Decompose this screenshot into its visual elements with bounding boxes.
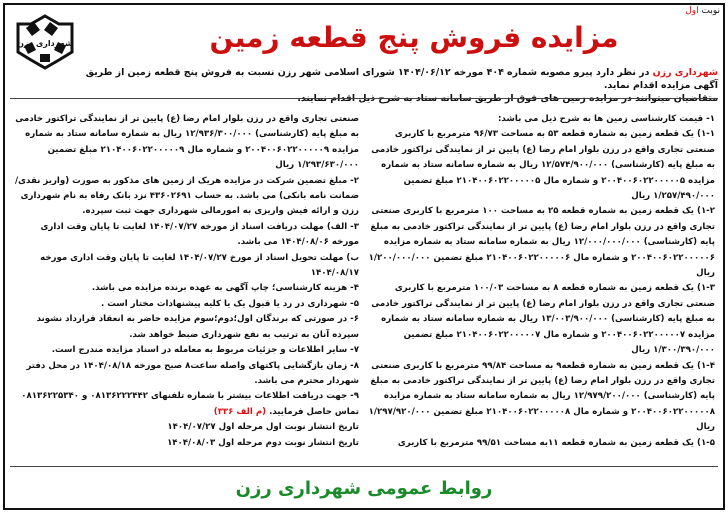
clause: تاریخ انتشار نوبت دوم مرحله اول ۱۴۰۴/۰۸/۰۳ [167, 437, 359, 448]
clause: ۳- الف) مهلت دریافت اسناد از مورخه ۱۴۰۴/۰۷/۲۷ لغایت تا پایان وقت اداری مورخه ۱۴۰۴/۰۸/۰۶ می باشد. [40, 221, 359, 248]
clause: صنعتی تجاری واقع در رزن بلوار امام رضا (ع) پایین تر از نمایندگی تراکتور خادمی به مبلغ پایه (کارشناسی) ۱۲/۹۳۶/۳۰۰/۰۰۰ ریال به شماره سامانه ستاد به شماره مزایده ۲۰۰۴۰۰۶۰۲۲۰۰۰۰۰۹ و شماره مال ۲۱۰۴۰۰۶۰۲۲۰۰۰۰۰۹ مبلغ تضمین ۱/۲۹۳/۶۳۰/۰۰۰ ریال [15, 114, 359, 171]
clause: تاریخ انتشار نوبت اول مرحله اول ۱۴۰۴/۰۷/۲۷ [167, 422, 359, 433]
clause: ۴- هزینه کارشناسی؛ چاپ آگهی به عهده برنده مزایده می باشد. [91, 283, 359, 294]
clause: ۷- سایر اطلاعات و جزئیات مربوط به معامله در اسناد مزایده مندرج است. [51, 345, 359, 356]
clause: ۱-۵) یک قطعه زمین به شماره قطعه ۱۱به مساحت ۹۹/۵۱ مترمربع با کاربری [397, 437, 715, 448]
clause: ۱- قیمت کارشناسی زمین ها به شرح ذیل می باشد: [498, 114, 715, 124]
intro-paragraph: شهرداری رزن در نظر دارد پیرو مصوبه شماره ۴۰۴ مورخه ۱۴۰۴/۰۶/۱۲ شورای اسلامی شهر رزن نسبت به فروش پنج قطعه زمین از طریق آگهی مزایده اقدام نماید. متقاضیان میتوانند در مزایده زمین های فوق از طریق سامانه ستاد به شرح ذیل اقدام نمایند. [85, 67, 718, 104]
footer-signature: روابط عمومی شهرداری رزن [235, 478, 493, 499]
publication-round: نوبت اول [685, 6, 720, 16]
logo-caption: شهرداری رزن [17, 39, 73, 48]
clause: ۱-۴) یک قطعه زمین به شماره قطعه۹ به مساحت ۹۹/۸۴ مترمربع با کاربری صنعتی تجاری واقع در رزن بلوار امام رضا (ع) پایین تر از نمایندگی تراکتور خادمی به مبلغ پایه (کارشناسی) ۱۲/۹۷۹/۲۰۰/۰۰۰ ریال به شماره سامانه ستاد به شماره مزایده ۲۰۰۴۰۰۶۰۲۲۰۰۰۰۰۸ و شماره مال ۲۱۰۴۰۰۶۰۲۲۰۰۰۰۰۸ مبلغ تضمین ۱/۲۹۷/۹۲۰/۰۰۰ ریال [368, 360, 715, 433]
clause: ب) مهلت تحویل اسناد از مورخ ۱۴۰۴/۰۷/۲۷ لغایت تا پایان وقت اداری مورخه ۱۴۰۴/۰۸/۱۷ [40, 252, 359, 279]
divider [10, 98, 718, 99]
ad-code: (م الف ۳۳۶) [213, 406, 267, 417]
footer-divider [10, 466, 718, 467]
clause: ۲- مبلغ تضمین شرکت در مزایده هریک از زمین های مذکور به صورت (واریز نقدی/ضمانت نامه بانکی) می باشد. به حساب ۴۳۶۰۲۶۹۱ نزد بانک رفاه به نام شهرداری رزن و ارائه فیش واریزی به امورمالی شهرداری جهت ثبت سپرده. [15, 175, 359, 217]
ad-title: مزایده فروش پنج قطعه زمین [209, 21, 619, 54]
left-column [14, 112, 359, 462]
clause: ۸- زمان بازگشایی پاکتهای واصله ساعت۸ صبح مورخه ۱۴۰۴/۰۸/۱۸ در محل دفتر شهردار محترم می باشد. [26, 360, 359, 386]
clause: ۱-۱) یک قطعه زمین به شماره قطعه ۵۳ به مساحت ۹۶/۷۳ مترمربع با کاربری صنعتی تجاری واقع در رزن بلوار امام رضا (ع) پایین تر از نمایندگی تراکتور خادمی به مبلغ پایه (کارشناسی) ۱۲/۵۷۴/۹۰۰/۰۰۰ ریال به شماره سامانه ستاد به شماره مزایده ۲۰۰۴۰۰۶۰۲۲۰۰۰۰۰۵ و شماره مال ۲۱۰۴۰۰۶۰۲۲۰۰۰۰۰۵ مبلغ تضمین ۱/۲۵۷/۴۹۰/۰۰۰ ریال [371, 129, 715, 202]
clause: ۵- شهرداری در رد یا قبول یک یا کلیه پیشنهادات مختار است . [100, 298, 359, 309]
clause: ۹- جهت دریافت اطلاعات بیشتر با شماره تلفنهای ۰۸۱۳۶۲۲۲۴۴۲ و ۰۸۱۳۶۲۲۵۳۴۰ تماس حاصل فرمایید. (م الف ۳۳۶) [21, 391, 359, 417]
clause: ۱-۳) یک قطعه زمین به شماره قطعه ۸ به مساحت ۱۰۰/۰۳ مترمربع با کاربری صنعتی تجاری واقع در رزن بلوار امام رضا (ع) پایین تر از نمایندگی تراکتور خادمی به مبلغ پایه (کارشناسی) ۱۳/۰۰۳/۹۰۰/۰۰۰ ریال به شماره سامانه ستاد به شماره مزایده ۲۰۰۴۰۰۶۰۲۲۰۰۰۰۰۷ و شماره مال ۲۱۰۴۰۰۶۰۲۲۰۰۰۰۰۷ مبلغ تضمین ۱/۳۰۰/۳۹۰/۰۰۰ ریال [371, 283, 715, 356]
zarin-municipality-logo-icon [14, 12, 76, 80]
right-column [365, 112, 715, 462]
clause: ۱-۲) یک قطعه زمین به شماره قطعه ۲۵ به مساحت ۱۰۰ مترمربع با کاربری صنعتی تجاری واقع در رزن بلوار امام رضا (ع) پایین تر از نمایندگی تراکتور خادمی به مبلغ پایه (کارشناسی) ۱۲/۰۰۰/۰۰۰/۰۰۰ ریال به شماره سامانه ستاد به شماره مزایده ۲۰۰۴۰۰۶۰۲۲۰۰۰۰۰۶ و شماره مال ۲۱۰۴۰۰۶۰۲۲۰۰۰۰۰۶ مبلغ تضمین ۱/۲۰۰/۰۰۰/۰۰۰ ریال [368, 206, 715, 279]
clause: ۶- در صورتی که برندگان اول؛دوم؛سوم مزایده حاضر به انعقاد قرارداد نشوند سپرده آنان به ترتیب به نفع شهرداری ضبط خواهد شد. [36, 314, 359, 340]
org-name: شهرداری رزن [652, 67, 718, 78]
